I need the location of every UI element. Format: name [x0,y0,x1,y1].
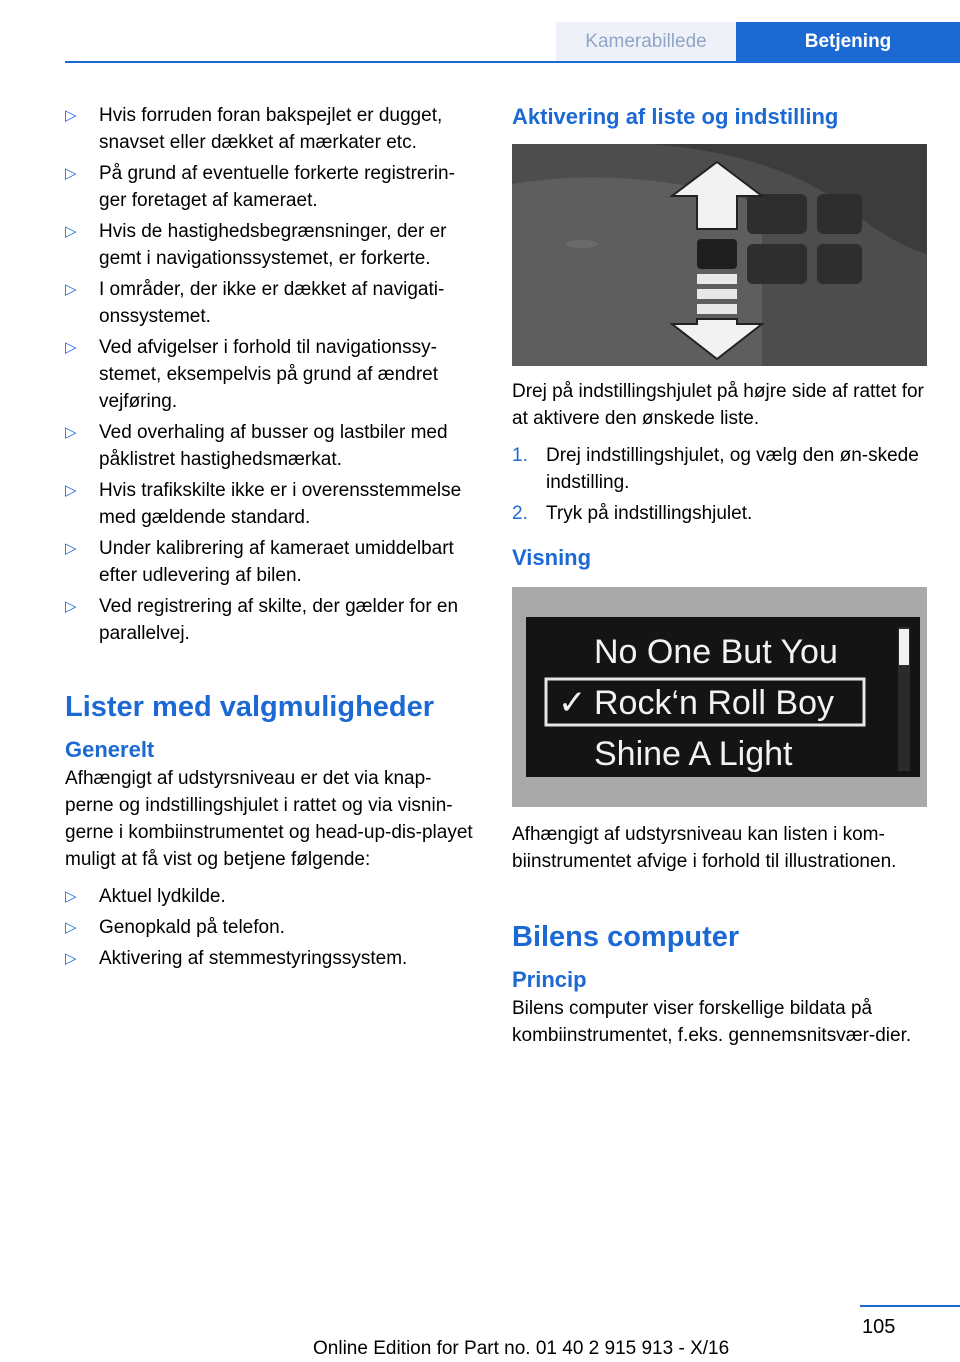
list-item: 2. Tryk på indstillingshjulet. [512,503,753,524]
list-item: ▷ Ved overhaling af busser og lastbiler med påklistret hastighedsmærkat. [65,419,480,473]
section-title-lister: Lister med valgmuligheder [65,691,435,723]
triangle-bullet-icon: ▷ [65,888,77,905]
options-list [65,883,480,972]
list-item: ▷ Hvis trafikskilte ikke er i overensstemmelse med gældende standard. [65,477,480,531]
triangle-bullet-icon: ▷ [65,281,77,298]
list-item: ▷ Hvis forruden foran bakspejlet er dugget, snavset eller dækket af mærkater etc. [65,102,480,156]
triangle-bullet-icon: ▷ [65,540,77,557]
triangle-bullet-icon: ▷ [65,950,77,967]
triangle-bullet-icon: ▷ [65,107,77,124]
list-item: ▷ Ved registrering af skilte, der gælder for en parallelvej. [65,593,480,647]
list-item: ▷ Ved afvigelser i forhold til navigationssy-stemet, eksempelvis på grund af ændret vejføring. [65,334,480,415]
list-item: ▷ Under kalibrering af kameraet umiddelbart efter udlevering af bilen. [65,535,480,589]
steering-wheel-illustration [512,144,927,366]
list-item: ▷ Aktuel lydkilde. [65,883,480,910]
edition-footer: Online Edition for Part no. 01 40 2 915 913 - X/16 [313,1338,730,1359]
steps-list [512,442,932,527]
display-item-1: No One But You [594,633,838,671]
display-illustration [512,587,927,807]
footer-divider [860,1305,960,1307]
triangle-bullet-icon: ▷ [65,223,77,240]
conditions-list [65,102,480,647]
activation-title: Aktivering af liste og indstilling [512,104,839,129]
triangle-bullet-icon: ▷ [65,339,77,356]
triangle-bullet-icon: ▷ [65,482,77,499]
triangle-bullet-icon: ▷ [65,598,77,615]
display-text: Afhængigt af udstyrsniveau kan listen i kom-biinstrumentet afvige i forhold til illustrationen. [512,824,897,872]
display-item-2: Rock‘n Roll Boy [594,684,834,722]
page-number: 105 [862,1316,896,1338]
section-title-computer: Bilens computer [512,921,740,953]
list-item: ▷ På grund af eventuelle forkerte registrerin-ger foretaget af kameraet. [65,160,480,214]
subsection-title-generelt: Generelt [65,737,155,762]
header-tab-kamerabillede[interactable]: Kamerabillede [556,22,736,62]
header-tab-betjening[interactable]: Betjening [736,22,960,62]
triangle-bullet-icon: ▷ [65,165,77,182]
list-item: ▷ Genopkald på telefon. [65,914,480,941]
list-item: 1. Drej indstillingshjulet, og vælg den øn-skede indstilling. [512,445,919,493]
list-item: ▷ Aktivering af stemmestyringssystem. [65,945,480,972]
triangle-bullet-icon: ▷ [65,424,77,441]
list-item: ▷ I områder, der ikke er dækket af navigati-onssystemet. [65,276,480,330]
scroll-thumb [899,629,909,665]
generelt-paragraph: Afhængigt af udstyrsniveau er det via knap-perne og indstillingshjulet i rattet og via visnin-gerne i kombiinstrumentet og head-up-dis-playet muligt at få vist og betjene følgende: [65,768,473,870]
activation-text: Drej på indstillingshjulet på højre side af rattet for at aktivere den ønskede liste. [512,381,924,429]
right-column [512,102,932,1059]
computer-text: Bilens computer viser forskellige bildata på kombiinstrumentet, f.eks. gennemsnitsvær-dier. [512,998,912,1046]
steering-wheel-image [512,144,927,366]
display-image [512,587,927,807]
subsection-title-princip: Princip [512,967,587,992]
list-item: ▷ Hvis de hastighedsbegrænsninger, der er gemt i navigationssystemet, er forkerte. [65,218,480,272]
display-title: Visning [512,545,592,570]
checkmark-icon: ✓ [558,683,587,723]
header-divider [65,61,960,63]
triangle-bullet-icon: ▷ [65,919,77,936]
display-item-3: Shine A Light [594,735,793,773]
left-column [65,102,480,976]
